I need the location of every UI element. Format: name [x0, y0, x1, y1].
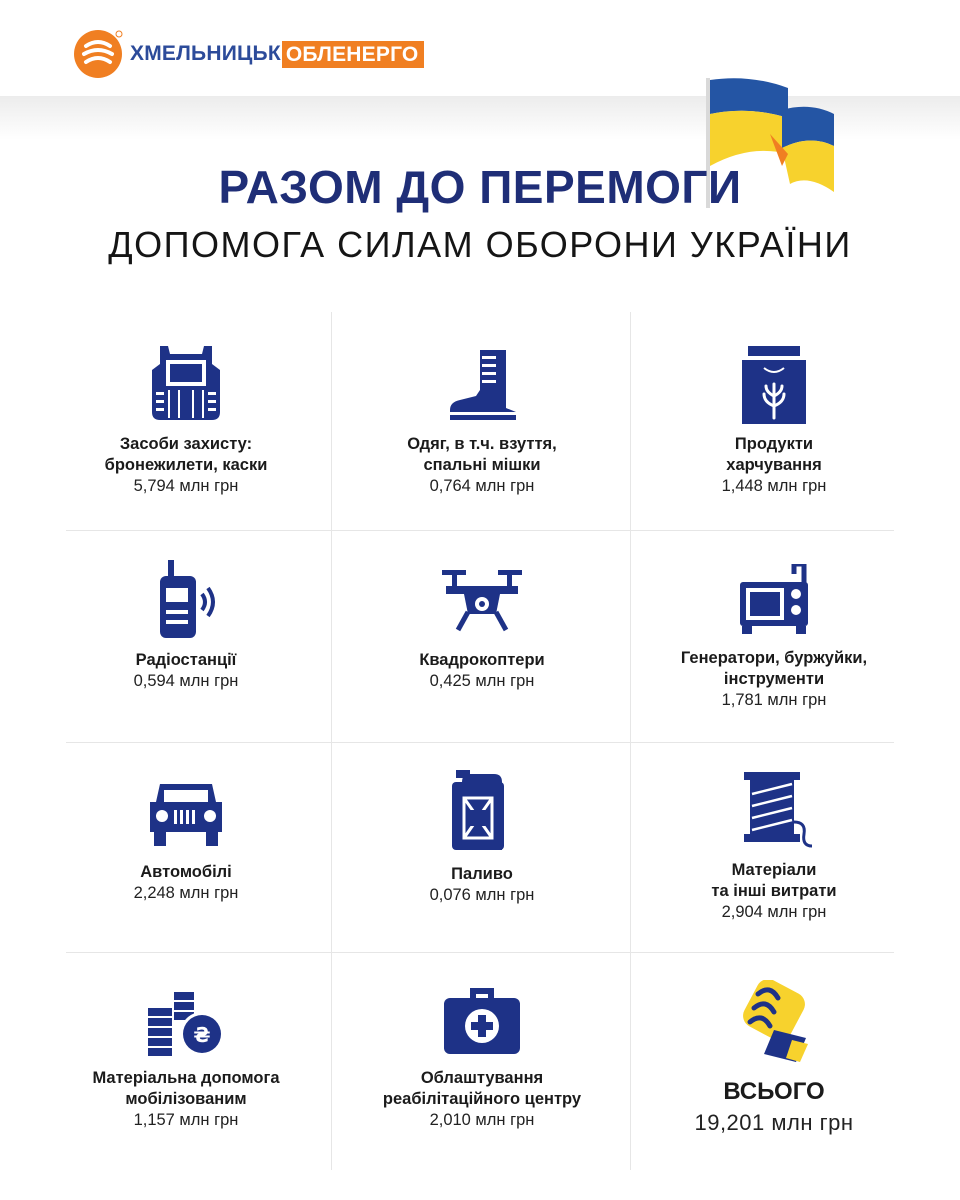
- aid-item-label: бронежилети, каски: [104, 456, 268, 474]
- aid-item-label: Паливо: [451, 865, 513, 883]
- aid-item-amount: 1,448 млн грн: [721, 477, 827, 495]
- aid-item-label: інструменти: [723, 670, 825, 688]
- aid-item-label: Матеріальна допомога: [92, 1069, 280, 1087]
- grid-divider: [66, 742, 894, 743]
- svg-text:₴: ₴: [193, 1023, 211, 1047]
- boot-icon: [442, 350, 522, 424]
- aid-item-label: мобілізованим: [125, 1090, 247, 1108]
- logo-text-secondary: ОБЛЕНЕРГО: [282, 41, 425, 68]
- aid-item-label: Матеріали: [731, 861, 817, 879]
- aid-item-label: та інші витрати: [711, 882, 837, 900]
- thread-spool-icon: [734, 772, 814, 850]
- aid-total: [624, 980, 924, 1136]
- aid-item-label: Генератори, буржуйки,: [680, 649, 868, 667]
- aid-item-label: Засоби захисту:: [119, 435, 253, 453]
- aid-item-amount: 1,157 млн грн: [133, 1111, 239, 1129]
- page-subtitle: ДОПОМОГА СИЛАМ ОБОРОНИ УКРАЇНИ: [108, 224, 852, 265]
- aid-item-label: харчування: [726, 456, 822, 474]
- grid-divider: [66, 952, 894, 953]
- grid-divider: [66, 530, 894, 531]
- aid-item-amount: 2,010 млн грн: [429, 1111, 535, 1129]
- aid-item-label: спальні мішки: [423, 456, 541, 474]
- aid-item-materials: [624, 772, 924, 923]
- aid-item-amount: 0,076 млн грн: [429, 886, 535, 904]
- total-label: ВСЬОГО: [723, 1078, 825, 1105]
- logo-text-primary: ХМЕЛЬНИЦЬК: [130, 42, 281, 65]
- fuel-can-icon: [442, 770, 522, 854]
- aid-item-mobilized: [36, 988, 336, 1131]
- aid-item-label: Облаштування: [420, 1069, 544, 1087]
- aid-item-clothing: [332, 350, 632, 497]
- aid-item-protection: [36, 346, 336, 497]
- aid-item-amount: 2,248 млн грн: [133, 884, 239, 902]
- aid-item-amount: 0,425 млн грн: [429, 672, 535, 690]
- food-bag-icon: [734, 346, 814, 424]
- page-title: РАЗОМ ДО ПЕРЕМОГИ: [218, 161, 742, 213]
- aid-item-amount: 0,764 млн грн: [429, 477, 535, 495]
- drone-icon: [442, 566, 522, 640]
- aid-item-label: Автомобілі: [140, 863, 232, 881]
- aid-item-label: Квадрокоптери: [419, 651, 545, 669]
- aid-item-generators: [624, 564, 924, 711]
- aid-item-amount: 0,594 млн грн: [133, 672, 239, 690]
- aid-item-label: Продукти: [734, 435, 814, 453]
- aid-item-amount: 1,781 млн грн: [721, 691, 827, 709]
- car-icon: [146, 780, 226, 852]
- generator-icon: [734, 564, 814, 638]
- aid-item-label: реабілітаційного центру: [382, 1090, 582, 1108]
- body-armor-icon: [146, 346, 226, 424]
- fist-icon: [734, 980, 814, 1064]
- aid-item-cars: [36, 780, 336, 904]
- aid-item-food: [624, 346, 924, 497]
- aid-item-rehab-center: [332, 986, 632, 1131]
- aid-item-drones: [332, 566, 632, 692]
- aid-item-amount: 5,794 млн грн: [133, 477, 239, 495]
- total-amount: 19,201 млн грн: [694, 1110, 854, 1135]
- money-coins-icon: [146, 988, 226, 1058]
- aid-item-fuel: [332, 770, 632, 906]
- radio-icon: [146, 560, 226, 640]
- aid-item-radio: [36, 560, 336, 692]
- aid-item-label: Одяг, в т.ч. взуття,: [407, 435, 557, 453]
- aid-item-label: Радіостанції: [135, 651, 237, 669]
- first-aid-kit-icon: [442, 986, 522, 1058]
- aid-item-amount: 2,904 млн грн: [721, 903, 827, 921]
